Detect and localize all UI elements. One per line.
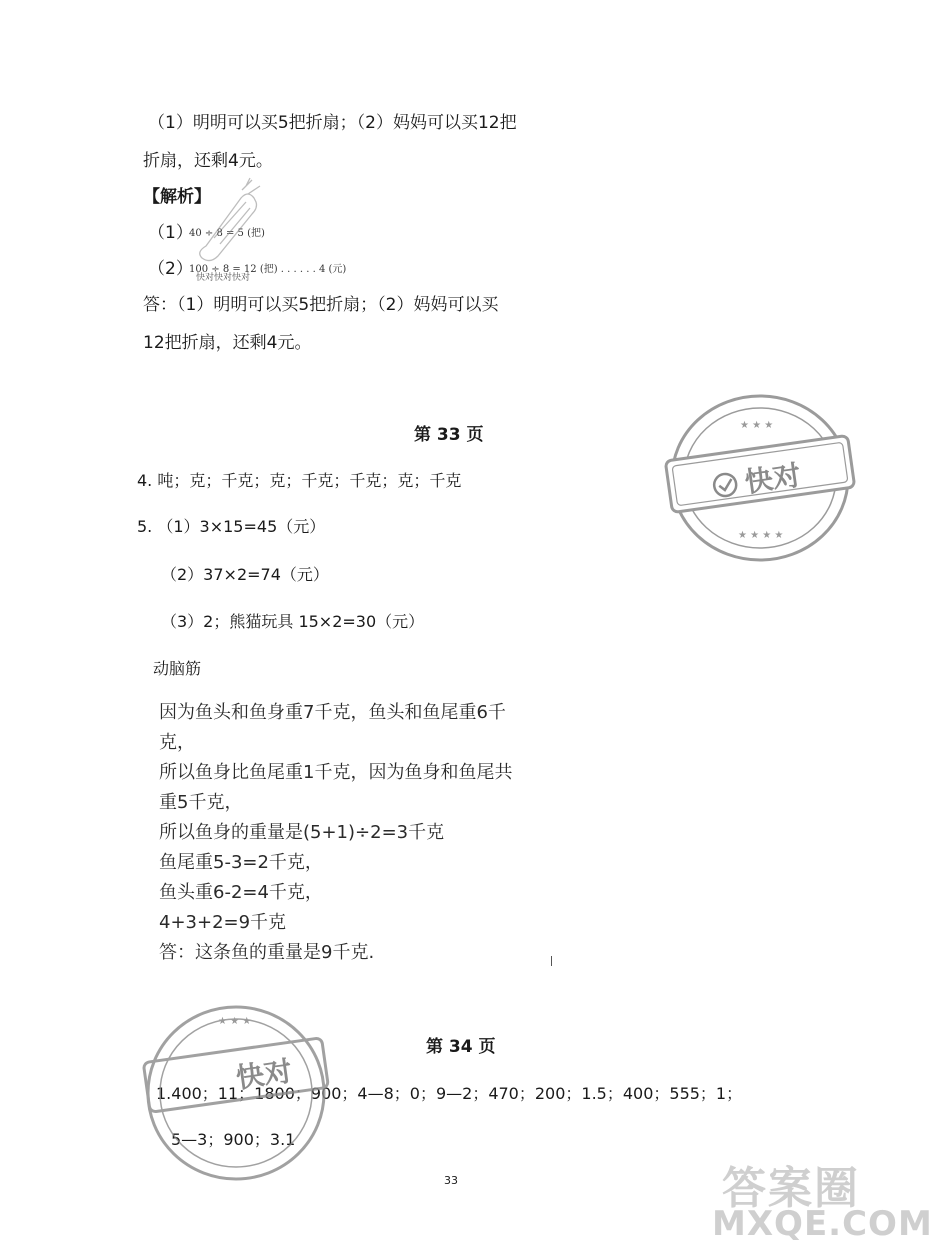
answer-summary-line-1: 答：（1）明明可以买5把折扇；（2）妈妈可以买 xyxy=(143,295,499,315)
page33-heading: 第 33 页 xyxy=(414,425,484,445)
pencil-watermark-icon xyxy=(186,176,266,266)
brain-line: 所以鱼身的重量是(5+1)÷2=3千克 xyxy=(159,822,445,843)
brain-line: 4+3+2=9千克 xyxy=(159,912,287,933)
page-number: 33 xyxy=(444,1174,458,1187)
brain-line: 克， xyxy=(159,732,195,753)
site-watermark-top: 答案圈 xyxy=(722,1163,860,1214)
brain-line: 答：这条鱼的重量是9千克. xyxy=(159,942,375,963)
page34-answer-line-2: 5—3；900；3.1 xyxy=(171,1130,296,1149)
stamp-text: 快对 xyxy=(742,458,803,500)
svg-text:★ ★ ★: ★ ★ ★ xyxy=(218,1016,252,1027)
kuaidui-stamp-icon xyxy=(138,998,334,1188)
q4-answer: 4. 吨；克；千克；克；千克；千克；克；千克 xyxy=(137,471,462,490)
small-watermark-text: 快对快对快对 xyxy=(196,273,251,283)
q5-part2: （2）37×2=74（元） xyxy=(161,565,329,584)
page34-answer-line-1: 1.400；11；1800；900；4—8；0；9—2；470；200；1.5；400；555；1； xyxy=(156,1084,743,1103)
answer-line-2: 折扇，还剩4元。 xyxy=(143,151,273,171)
svg-text:★ ★ ★ ★: ★ ★ ★ ★ xyxy=(738,530,784,541)
svg-text:★ ★ ★: ★ ★ ★ xyxy=(740,420,774,431)
calc1-label: （1） xyxy=(148,223,193,243)
kuaidui-stamp-icon xyxy=(662,388,858,568)
brain-teaser-title: 动脑筋 xyxy=(153,659,202,678)
stray-mark xyxy=(551,956,552,966)
q5-part3: （3）2；熊猫玩具 15×2=30（元） xyxy=(161,612,425,631)
site-watermark-bottom: MXQE.COM xyxy=(712,1204,933,1244)
calc2-formula: 100 ÷ 8 = 12 (把) . . . . . . 4 (元) xyxy=(189,264,347,275)
answer-line-1: （1）明明可以买5把折扇；（2）妈妈可以买12把 xyxy=(148,113,517,133)
brain-line: 因为鱼头和鱼身重7千克，鱼头和鱼尾重6千 xyxy=(159,702,506,723)
brain-line: 重5千克， xyxy=(159,792,243,813)
q5-part1: 5. （1）3×15=45（元） xyxy=(137,517,326,536)
brain-line: 所以鱼身比鱼尾重1千克，因为鱼身和鱼尾共 xyxy=(159,762,513,783)
brain-line: 鱼尾重5-3=2千克， xyxy=(159,852,323,873)
answer-summary-line-2: 12把折扇，还剩4元。 xyxy=(143,333,312,353)
calc1-formula: 40 ÷ 8 = 5 (把) xyxy=(189,228,265,239)
calc2-label: （2） xyxy=(148,259,193,279)
jiexi-label: 【解析】 xyxy=(143,187,211,207)
page34-heading: 第 34 页 xyxy=(426,1037,496,1057)
stamp-text: 快对 xyxy=(234,1054,295,1095)
brain-line: 鱼头重6-2=4千克， xyxy=(159,882,323,903)
